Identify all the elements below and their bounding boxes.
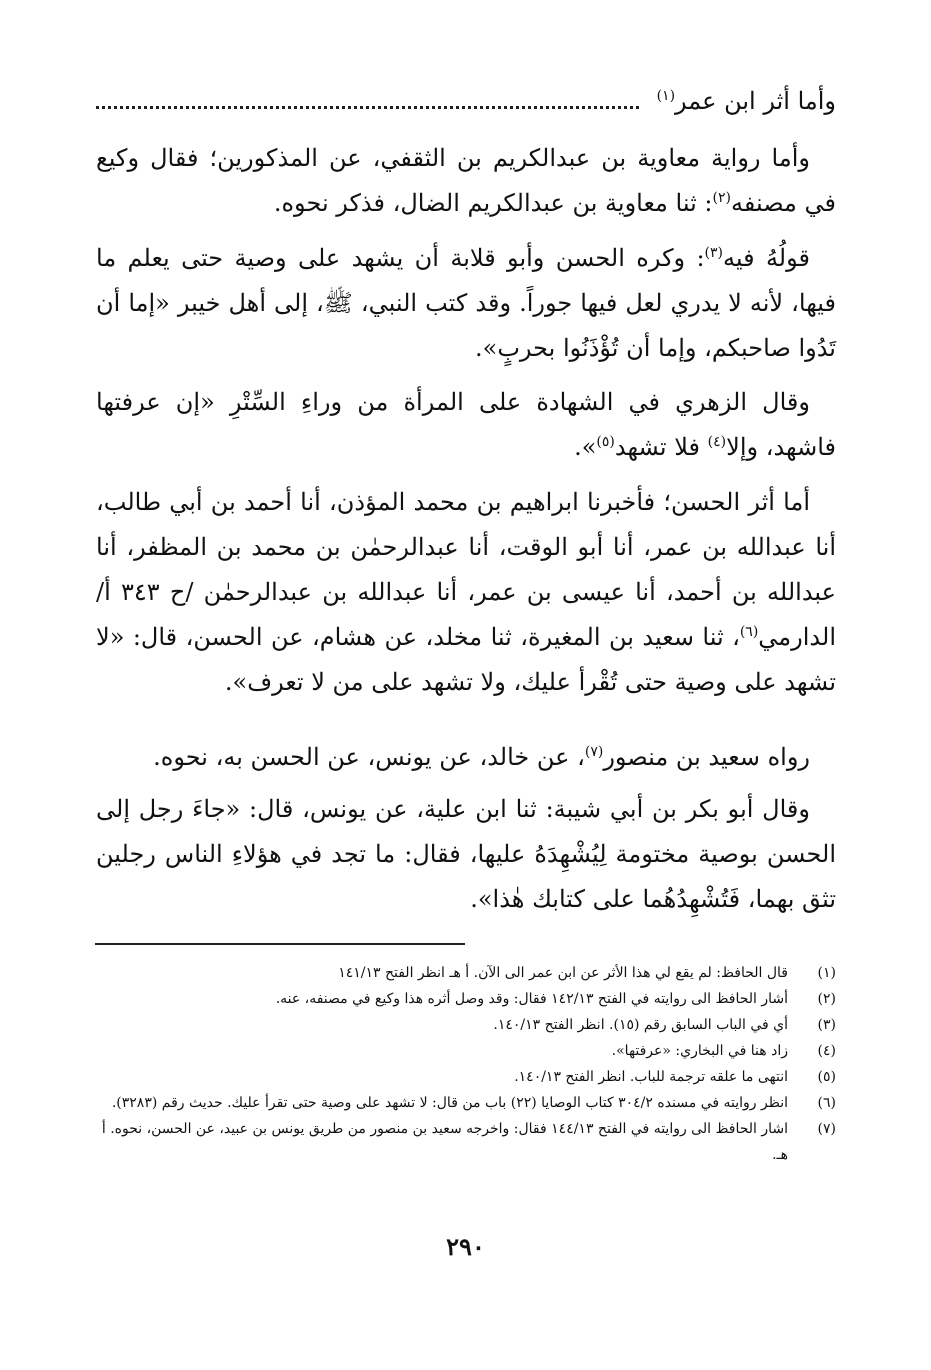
heading-label: وأما أثر ابن عمر: [675, 87, 836, 115]
paragraph-3-tail: فلا تشهد: [614, 433, 708, 461]
paragraph-5: [96, 735, 836, 780]
paragraph-6-text: وقال أبو بكر بن أبي شيبة: ثنا ابن علية، عن يونس، قال: «جاءَ رجل إلى الحسن بوصية مختومة لِيُشْهِدَهُ عليها، فقال: ما تجد في هؤلاءِ الناس رجلين تثق بهما، فَتُشْهِدُهُما على كتابك هٰذا».: [96, 795, 837, 913]
page-number: ٢٩٠: [446, 1232, 485, 1261]
paragraph-3-tail-2: ».: [574, 433, 597, 461]
block-muawiya: [96, 136, 836, 226]
paragraph-1-text: وأما رواية معاوية بن عبدالكريم بن الثقفي، عن المذكورين؛ فقال وكيع في مصنفه: [96, 144, 836, 217]
block-hasan: [96, 480, 836, 705]
paragraph-2-tail: : وكره الحسن وأبو قلابة أن يشهد على وصية حتى يعلم ما فيها، لأنه لا يدري لعل فيها جوراً. وقد كتب النبي، ﷺ، إلى أهل خيبر «إما أن تَدُوا صاحبكم، وإما أن تُؤْذَنُوا بحربٍ».: [96, 244, 836, 362]
footnote-6: [91, 1090, 836, 1116]
footnote-text: انظر روايته في مسنده ٣٠٤/٢ كتاب الوصايا (٢٢) باب من قال: لا تشهد على وصية حتى تقرأ عليك. حديث رقم (٣٢٨٣).: [111, 1095, 788, 1111]
footnote-5: [91, 1064, 836, 1090]
footnote-4: [91, 1038, 836, 1064]
footnote-number: (٣): [817, 1017, 836, 1033]
paragraph-3: [96, 380, 836, 470]
footnote-number: (٤): [817, 1043, 836, 1059]
paragraph-4: [96, 480, 836, 705]
paragraph-4-text: أما أثر الحسن؛ فأخبرنا ابراهيم بن محمد المؤذن، أنا أحمد بن أبي طالب، أنا عبدالله بن عمر، أنا أبو الوقت، أنا عبدالرحمٰن بن محمد بن المظفر، أنا عبدالله بن أحمد، أنا عيسى بن عمر، أنا عبدالله بن عبدالرحمٰن /ح ٣٤٣ أ/ الدارمي: [96, 488, 836, 651]
heading-text: [657, 78, 836, 124]
footnote-text: أي في الباب السابق رقم (١٥). انظر الفتح ١٤٠/١٣.: [493, 1017, 788, 1033]
footnote-number: (٧): [817, 1121, 836, 1137]
footnote-number: (٢): [817, 991, 836, 1007]
paragraph-4-footnote-ref: (٦): [739, 624, 759, 640]
paragraph-4-tail: ، ثنا سعيد بن المغيرة، ثنا مخلد، عن هشام، عن الحسن، قال: «لا تشهد على وصية حتى تُقْرأ عليك، ولا تشهد على من لا تعرف».: [96, 623, 836, 696]
paragraph-5-tail: ، عن خالد، عن يونس، عن الحسن به، نحوه.: [153, 743, 585, 771]
paragraph-3-footnote-ref-a: (٤): [707, 434, 727, 450]
paragraph-3-footnote-ref-b: (٥): [596, 434, 615, 450]
block-saeed: [96, 735, 836, 780]
paragraph-6: [96, 787, 836, 922]
footnote-1: [91, 960, 836, 986]
footnotes: [91, 960, 836, 1168]
paragraph-1-footnote-ref: (٢): [712, 190, 731, 206]
footnote-7: [91, 1116, 836, 1168]
footnote-text: اشار الحافظ الى روايته في الفتح ١٤٤/١٣ فقال: واخرجه سعيد بن منصور من طريق يونس بن عبيد، عن الحسن، نحوه. أ هـ.: [101, 1121, 788, 1163]
footnote-number: (٦): [817, 1095, 836, 1111]
footnote-divider: [95, 943, 465, 945]
paragraph-5-text: رواه سعيد بن منصور: [603, 743, 810, 771]
footnote-text: أشار الحافظ الى روايته في الفتح ١٤٢/١٣ فقال: وقد وصل أثره هذا وكيع في مصنفه، عنه.: [275, 991, 788, 1007]
paragraph-5-footnote-ref: (٧): [584, 744, 604, 760]
dotted-leader: [96, 106, 639, 109]
footnote-number: (١): [817, 965, 836, 981]
paragraph-1: [96, 136, 836, 226]
paragraph-2-footnote-ref: (٣): [704, 245, 723, 261]
footnote-text: قال الحافظ: لم يقع لي هذا الأثر عن ابن عمر الى الآن. أ هـ انظر الفتح ١٤١/١٣: [338, 965, 788, 981]
footnote-text: زاد هنا في البخاري: «عرفتها».: [611, 1043, 788, 1059]
block-abu-bakr: [96, 787, 836, 922]
paragraph-2: [96, 236, 836, 371]
footnote-number: (٥): [817, 1069, 836, 1085]
heading-footnote-ref: (١): [656, 88, 676, 104]
footnote-3: [91, 1012, 836, 1038]
block-zuhri: [96, 380, 836, 470]
block-qawluhu: [96, 236, 836, 371]
paragraph-1-tail: : ثنا معاوية بن عبدالكريم الضال، فذكر نحوه.: [273, 189, 713, 217]
paragraph-3-text: وقال الزهري في الشهادة على المرأة من وراءِ السِّتْرِ «إن عرفتها فاشهد، وإلا: [96, 388, 836, 461]
paragraph-2-text: قولُهُ فيه: [723, 244, 810, 272]
footnote-text: انتهى ما علقه ترجمة للباب. انظر الفتح ١٤٠/١٣.: [514, 1069, 788, 1085]
footnote-2: [91, 986, 836, 1012]
section-heading: [96, 78, 836, 124]
